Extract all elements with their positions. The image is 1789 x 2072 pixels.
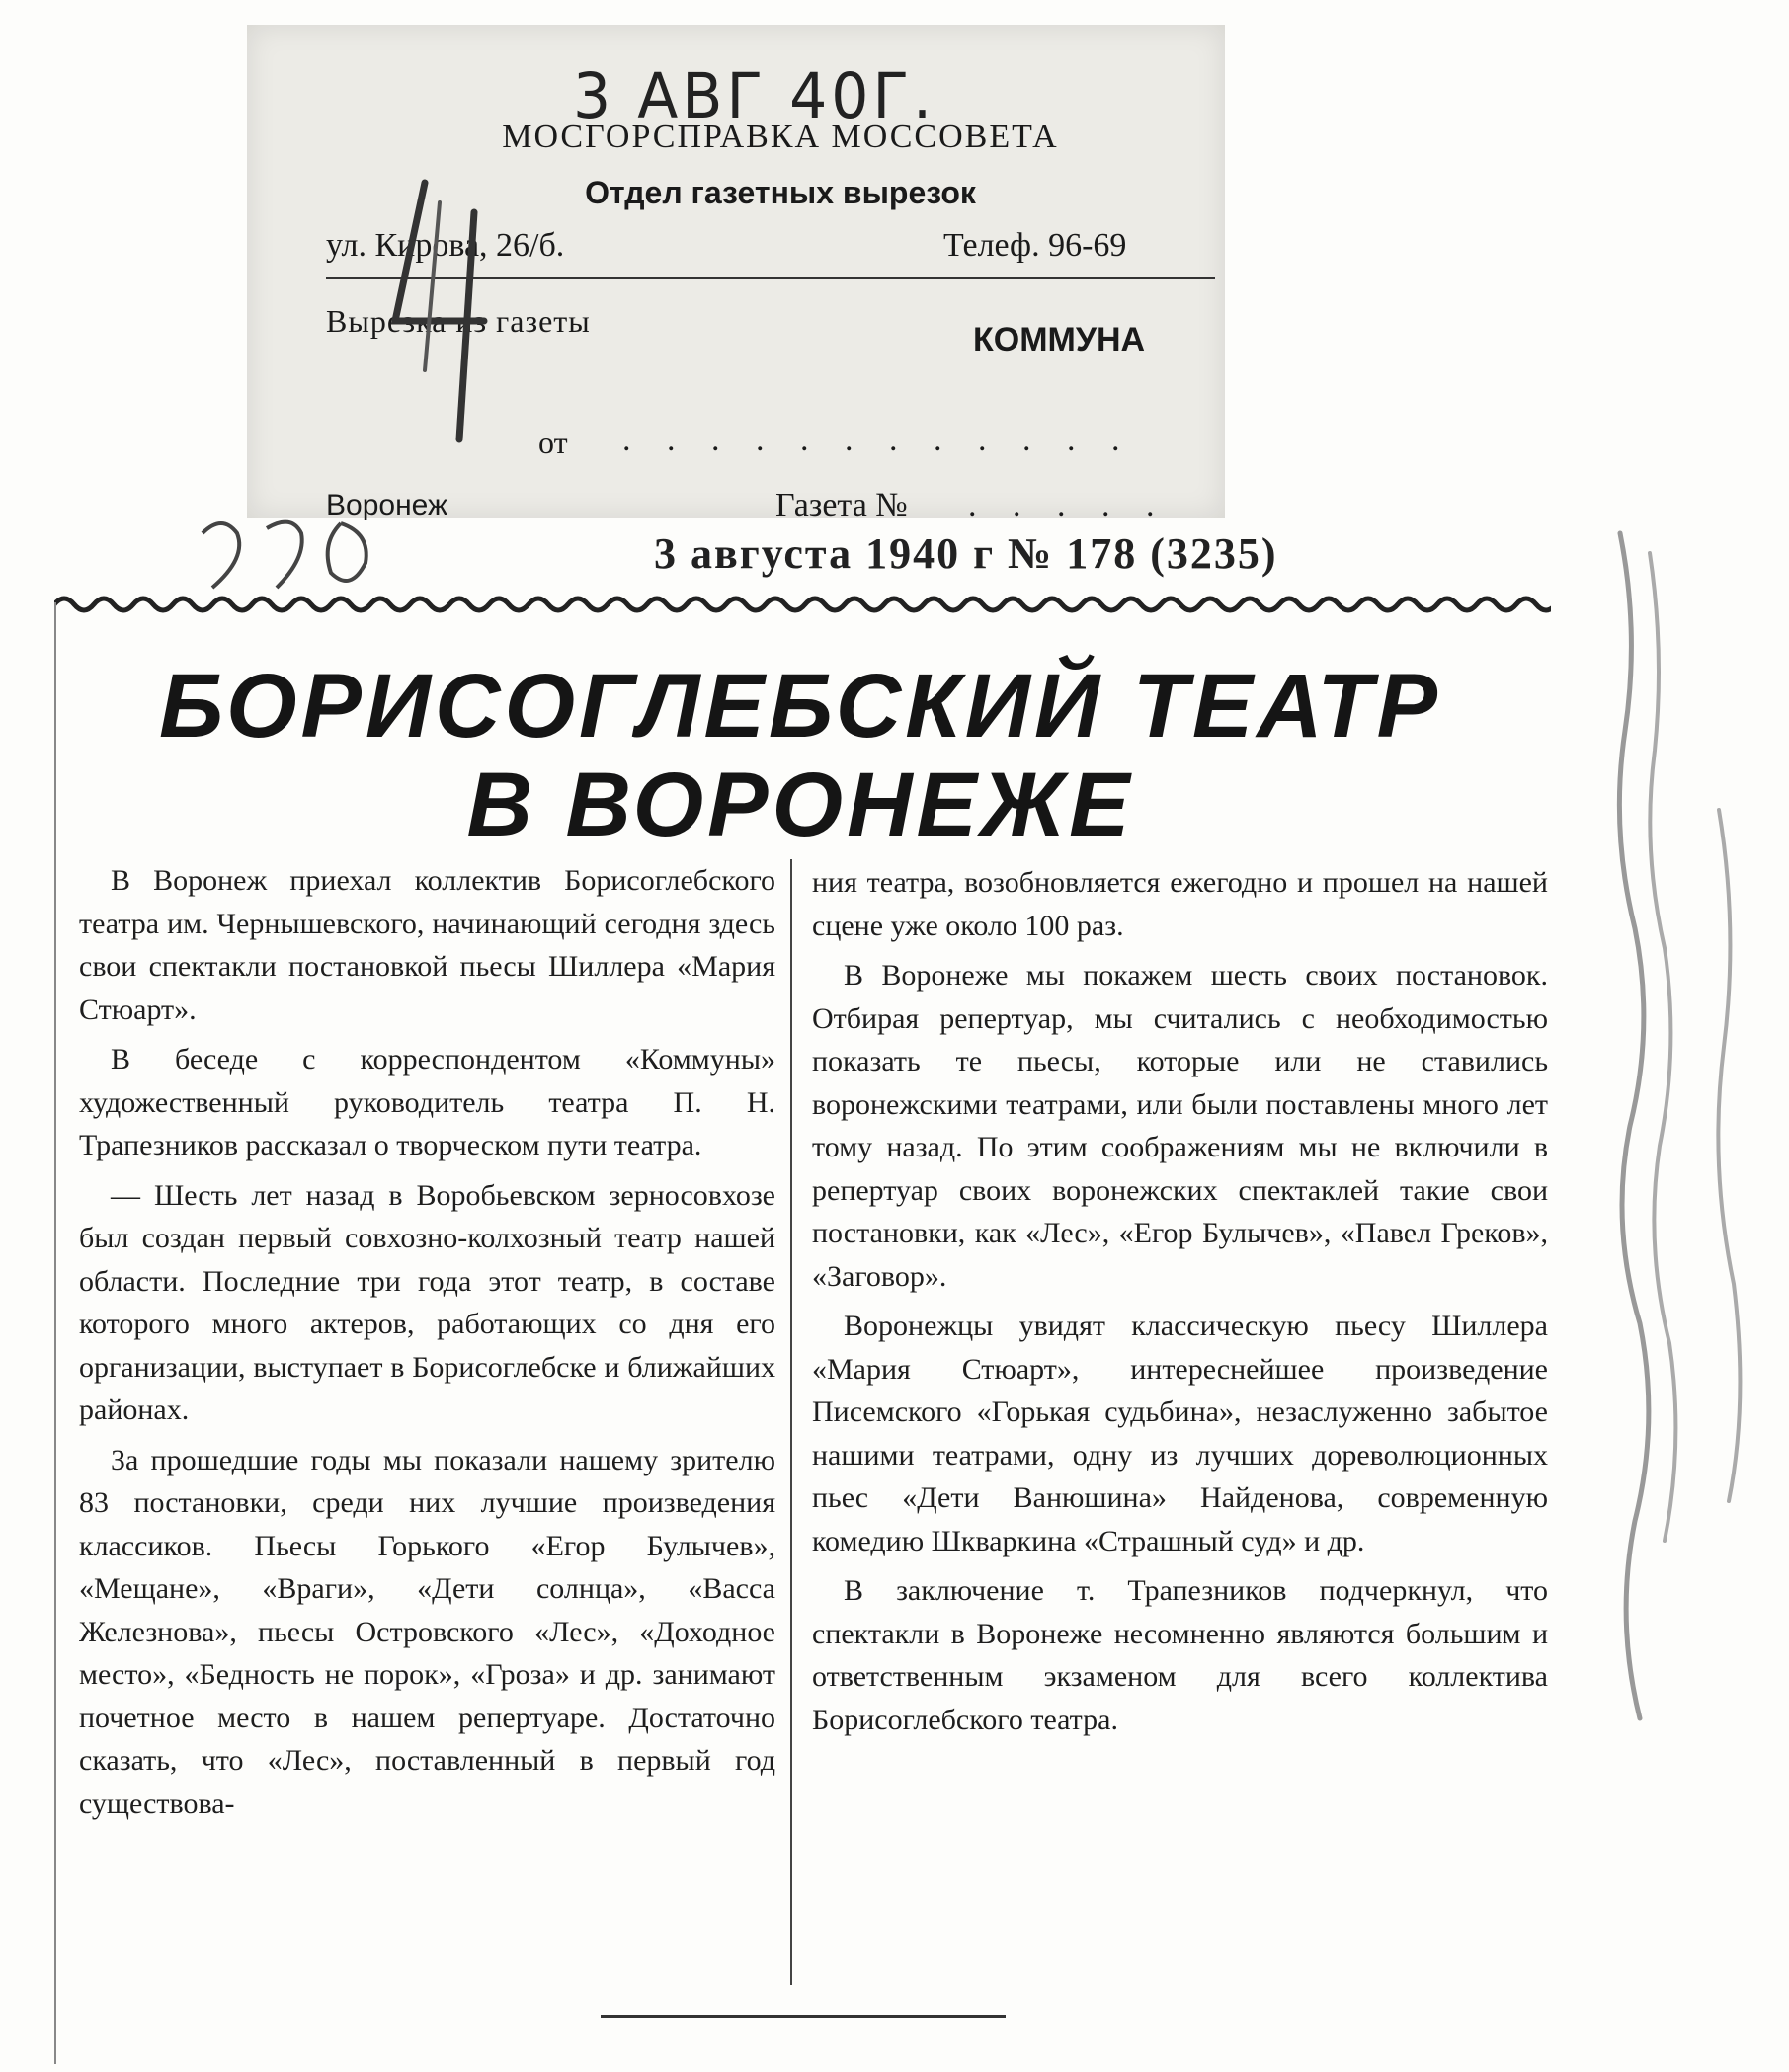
- issue-date-number: 3 августа 1940 г № 178 (3235): [654, 529, 1278, 578]
- clipping-service-label: [247, 25, 1225, 523]
- headline-line-2: В ВОРОНЕЖЕ: [466, 755, 1134, 855]
- from-label: от: [538, 425, 568, 460]
- headline-line-1: БОРИСОГЛЕБСКИЙ ТЕАТР: [159, 656, 1441, 757]
- paragraph: В Воронеж приехал коллектив Борисоглебского театра им. Чернышевского, начинающий сегодня здесь свои спектакли постановкой пьесы Шиллера «Мария Стюарт».: [79, 864, 775, 1026]
- handwritten-number-mark: [366, 173, 533, 449]
- article-column-left: [79, 859, 775, 1832]
- paragraph: В беседе с корреспондентом «Коммуны» художественный руководитель театра П. Н. Трапезников рассказал о творческом пути театра.: [79, 1043, 775, 1161]
- agency-name: МОСГОРСПРАВКА МОССОВЕТА: [502, 119, 1059, 155]
- clipping-edge: [54, 602, 56, 2064]
- issue-number-label: Газета №: [775, 487, 908, 523]
- handwritten-catalog-mark: [193, 514, 380, 593]
- article-end-rule: [601, 2015, 1006, 2018]
- paragraph: В Воронеже мы покажем шесть своих постановок. Отбирая репертуар, мы считались с необходимостью показать те пьесы, которые или не ставились воронежскими театрами, или были поставлены много лет тому назад. По этим соображениям мы не включили в репертуар своих воронежских спектаклей такие свои постановки, как «Лес», «Егор Булычев», «Павел Греков», «Заговор».: [812, 959, 1548, 1293]
- newspaper-name: КОММУНА: [973, 321, 1146, 359]
- column-divider: [790, 859, 792, 1985]
- article-column-right: [812, 861, 1548, 1748]
- paragraph: ния театра, возобновляется ежегодно и прошел на нашей сцене уже около 100 раз.: [812, 866, 1548, 942]
- agency-address: ул. Кирова, 26/б.: [326, 227, 565, 264]
- paragraph: — Шесть лет назад в Воробьевском зерносовхозе был создан первый совхозно-колхозный театр нашей области. Последние три года этот театр, в составе которого много актеров, работающих со дня его организации, выступает в Борисоглебске и ближайших районах.: [79, 1178, 775, 1426]
- issue-number-blank: . . . . .: [968, 487, 1169, 523]
- agency-phone: Телеф. 96-69: [943, 227, 1127, 264]
- from-date-blank: . . . . . . . . . . . .: [622, 422, 1134, 458]
- article-headline: [109, 657, 1492, 854]
- paragraph: За прошедшие годы мы показали нашему зрителю 83 постановки, среди них лучшие произведения классиков. Пьесы Горького «Егор Булычев», «Мещане», «Враги», «Дети солнца», «Васса Железнова», пьесы Островского «Лес», «Доходное место», «Бедность не порок», «Гроза» и др. занимают почетное место в нашем репертуаре. Достаточно сказать, что «Лес», поставленный в первый год существова-: [79, 1443, 775, 1820]
- paragraph: В заключение т. Трапезников подчеркнул, что спектакли в Воронеже несомненно являются большим и ответственным экзаменом для всего коллектива Борисоглебского театра.: [812, 1574, 1548, 1736]
- city-name: Воронеж: [326, 489, 448, 521]
- decorative-wavy-rule: [54, 590, 1551, 619]
- paragraph: Воронежцы увидят классическую пьесу Шиллера «Мария Стюарт», интереснейшее произведение Писемского «Горькая судьбина», незаслуженно забытое нашими театрами, одну из лучших дореволюционных пьес «Дети Ванюшина» Найденова, современную комедию Шкваркина «Страшный суд» и др.: [812, 1310, 1548, 1557]
- clip-source-label: Вырезка из газеты: [326, 303, 591, 339]
- department-name: Отдел газетных вырезок: [585, 175, 976, 210]
- date-stamp: 3 АВГ 40Г.: [573, 60, 936, 133]
- handwritten-margin-note: [1581, 514, 1788, 1896]
